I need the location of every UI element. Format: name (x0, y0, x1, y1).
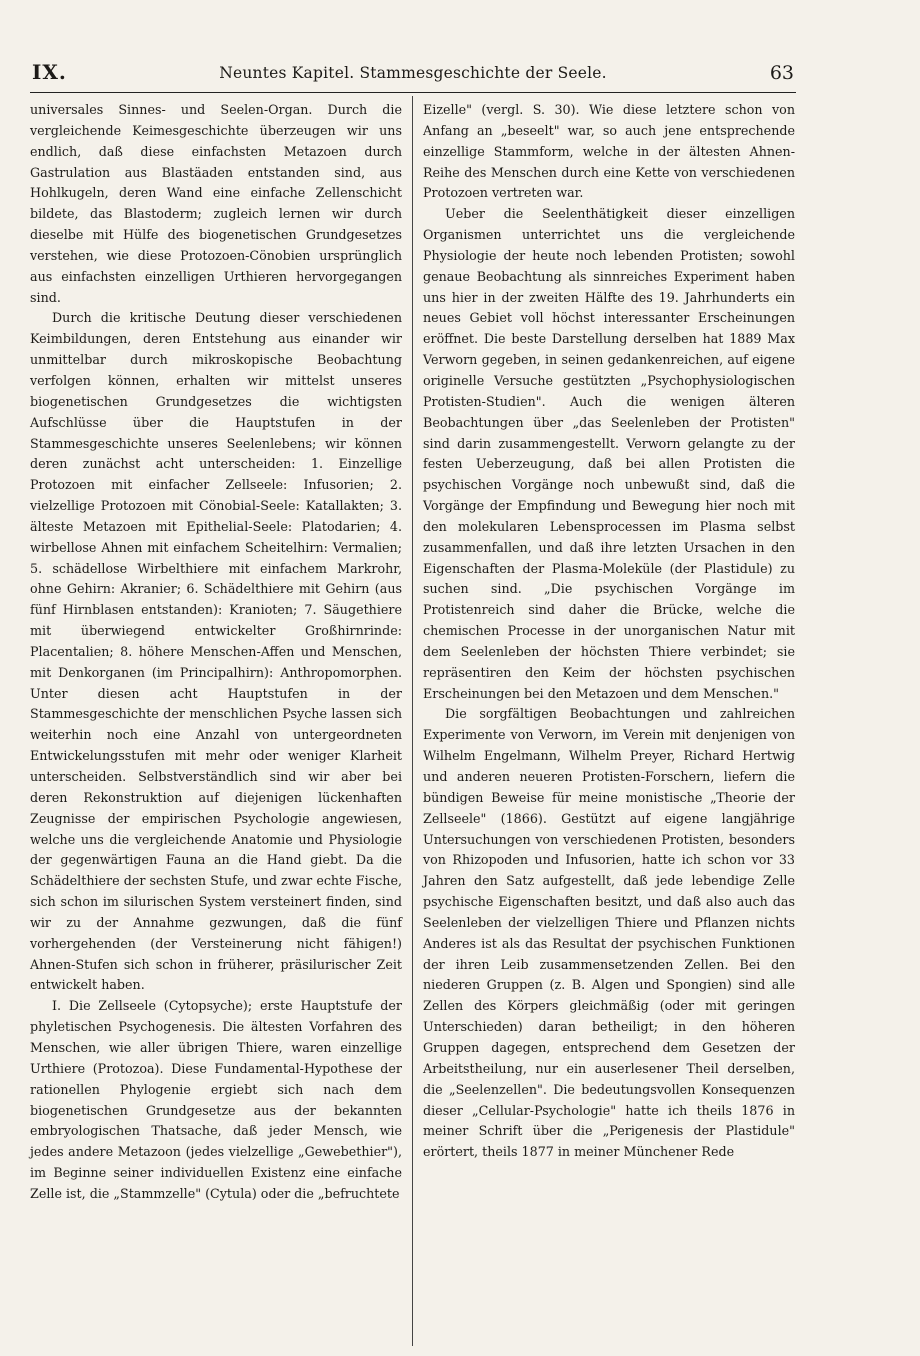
text-columns (30, 96, 796, 1346)
column-divider (412, 96, 413, 1346)
left-paragraph-1: universales Sinnes- und Seelen-Organ. Durch die vergleichende Keimesgeschichte überzeugen wir uns endlich, daß diese einfachsten Metazoen durch Gastrulation aus Blastäaden entstanden sind, aus Hohlkugeln, deren Wand eine einfache Zellenschicht bildete, das Blastoderm; zugleich lernen wir durch dieselbe mit Hülfe des biogenetischen Grundgesetzes verstehen, wie diese Protozoen-Cönobien ursprünglich aus einfachsten einzelligen Urthieren hervorgegangen sind. (30, 102, 402, 305)
right-paragraph-2: Ueber die Seelenthätigkeit dieser einzelligen Organismen unterrichtet uns die vergleichende Physiologie der heute noch lebenden Protisten; sowohl genaue Beobachtung als sinnreiches Experiment haben uns hier in der zweiten Hälfte des 19. Jahrhunderts ein neues Gebiet voll höchst interessanter Erscheinungen eröffnet. Die beste Darstellung derselben hat 1889 Max Verworn gegeben, in seinen gedankenreichen, auf eigene originelle Versuche gestützten „Psychophysiologischen Protisten-Studien". Auch die wenigen älteren Beobachtungen über „das Seelenleben der Protisten" sind darin zusammengestellt. Verworn gelangte zu der festen Ueberzeugung, daß bei allen Protisten die psychischen Vorgänge noch unbewußt sind, daß die Vorgänge der Empfindung und Bewegung hier noch mit den molekularen Lebensprocessen im Plasma selbst zusammenfallen, und daß ihre letzten Ursachen in den Eigenschaften der Plasma-Moleküle (der Plastidule) zu suchen sind. „Die psychischen Vorgänge im Protistenreich sind daher die Brücke, welche die chemischen Processe in der unorganischen Natur mit dem Seelenleben der höchsten Thiere verbindet; sie repräsentiren den Keim der höchsten psychischen Erscheinungen bei den Metazoen und dem Menschen." (423, 206, 795, 701)
right-column (423, 100, 795, 1163)
running-title: Neuntes Kapitel. Stammesgeschichte der Seele. (219, 64, 607, 82)
running-header (30, 58, 796, 93)
left-paragraph-2: Durch die kritische Deutung dieser verschiedenen Keimbildungen, deren Entstehung aus einander wir unmittelbar durch mikroskopische Beobachtung verfolgen können, erhalten wir mittelst unseres biogenetischen Grundgesetzes die wichtigsten Aufschlüsse über die Hauptstufen in der Stammesgeschichte unseres Seelenlebens; wir können deren zunächst acht unterscheiden: 1. Einzellige Protozoen mit einfacher Zellseele: Infusorien; 2. vielzellige Protozoen mit Cönobial-Seele: Katallakten; 3. älteste Metazoen mit Epithelial-Seele: Platodarien; 4. wirbellose Ahnen mit einfachem Scheitelhirn: Vermalien; 5. schädellose Wirbelthiere mit einfachem Markrohr, ohne Gehirn: Akranier; 6. Schädelthiere mit Gehirn (aus fünf Hirnblasen entstanden): Kranioten; 7. Säugethiere mit überwiegend entwickelter Großhirnrinde: Placentalien; 8. höhere Menschen-Affen und Menschen, mit Denkorganen (im Principalhirn): Anthropomorphen. Unter diesen acht Hauptstufen in der Stammesgeschichte der menschlichen Psyche lassen sich weiterhin noch eine Anzahl von untergeordneten Entwickelungsstufen mit mehr oder weniger Klarheit unterscheiden. Selbstverständlich sind wir aber bei deren Rekonstruktion auf diejenigen lückenhaften Zeugnisse der empirischen Psychologie angewiesen, welche uns die vergleichende Anatomie und Physiologie der gegenwärtigen Fauna an die Hand giebt. Da die Schädelthiere der sechsten Stufe, und zwar echte Fische, sich schon im silurischen System versteinert finden, sind wir zu der Annahme gezwungen, daß die fünf vorhergehenden (der Versteinerung nicht fähigen!) Ahnen-Stufen sich schon in früherer, präsilurischer Zeit entwickelt haben. (30, 310, 402, 993)
right-paragraph-1: Eizelle" (vergl. S. 30). Wie diese letztere schon von Anfang an „beseelt" war, so auch jene entsprechende einzellige Stammform, welche in der ältesten Ahnen-Reihe des Menschen durch eine Kette von verschiedenen Protozoen vertreten war. (423, 102, 795, 201)
page-number: 63 (769, 62, 794, 84)
chapter-number: IX. (32, 60, 67, 84)
book-page (30, 58, 796, 1346)
right-paragraph-3: Die sorgfältigen Beobachtungen und zahlreichen Experimente von Verworn, im Verein mit denjenigen von Wilhelm Engelmann, Wilhelm Preyer, Richard Hertwig und anderen neueren Protisten-Forschern, liefern die bündigen Beweise für meine monistische „Theorie der Zellseele" (1866). Gestützt auf eigene langjährige Untersuchungen von verschiedenen Protisten, besonders von Rhizopoden und Infusorien, hatte ich schon vor 33 Jahren den Satz aufgestellt, daß jede lebendige Zelle psychische Eigenschaften besitzt, und daß also auch das Seelenleben der vielzelligen Thiere und Pflanzen nichts Anderes ist als das Resultat der psychischen Funktionen der ihren Leib zusammensetzenden Zellen. Bei den niederen Gruppen (z. B. Algen und Spongien) sind alle Zellen des Körpers gleichmäßig (oder mit geringen Unterschieden) daran betheiligt; in den höheren Gruppen dagegen, entsprechend dem Gesetzen der Arbeitstheilung, nur ein auserlesener Theil derselben, die „Seelenzellen". Die bedeutungsvollen Konsequenzen dieser „Cellular-Psychologie" hatte ich theils 1876 in meiner Schrift über die „Perigenesis der Plastidule" erörtert, theils 1877 in meiner Münchener Rede (423, 706, 795, 1160)
left-paragraph-3: I. Die Zellseele (Cytopsyche); erste Hauptstufe der phyletischen Psychogenesis. Die ältesten Vorfahren des Menschen, wie aller übrigen Thiere, waren einzellige Urthiere (Protozoa). Diese Fundamental-Hypothese der rationellen Phylogenie ergiebt sich nach dem biogenetischen Grundgesetze aus der bekannten embryologischen Thatsache, daß jeder Mensch, wie jedes andere Metazoon (jedes vielzellige „Gewebethier"), im Beginne seiner individuellen Existenz eine einfache Zelle ist, die „Stammzelle" (Cytula) oder die „befruchtete (30, 998, 402, 1201)
left-column (30, 100, 402, 1205)
